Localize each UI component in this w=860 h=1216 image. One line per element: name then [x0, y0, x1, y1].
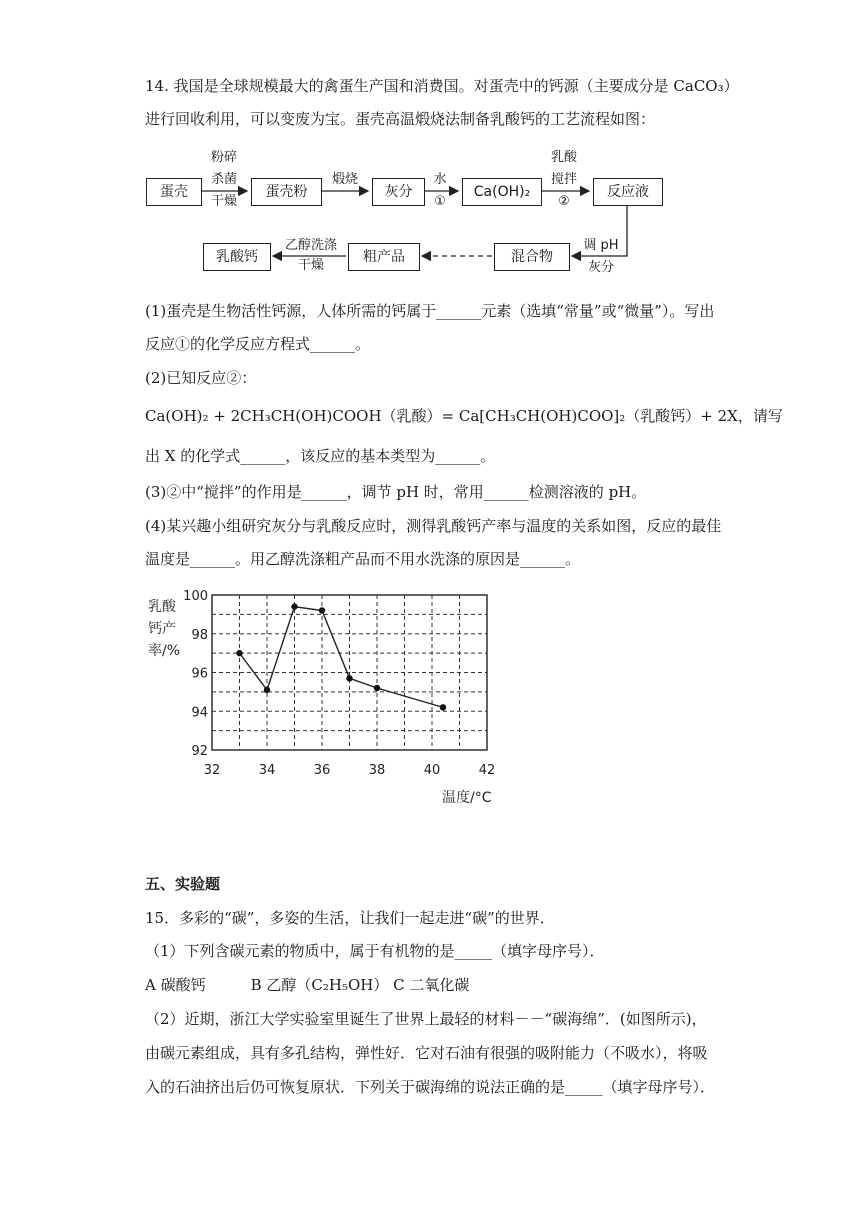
q15-part2-line1: （2）近期，浙江大学实验室里诞生了世界上最轻的材料－－“碳海绵”．(如图所示)， — [145, 1010, 707, 1028]
q14-part1-line2: 反应①的化学反应方程式______。 — [145, 335, 371, 353]
x-tick-label: 40 — [423, 763, 441, 778]
chart-svg — [140, 585, 520, 810]
q14-part2-label: (2)已知反应②： — [145, 369, 257, 387]
y-axis-label: 乳酸 — [148, 599, 176, 615]
q15-part1-options: A 碳酸钙 B 乙醇（C₂H₅OH） C 二氧化碳 — [145, 976, 470, 994]
q14-part4-line2: 温度是______。用乙醇洗涤粗产品而不用水洗涤的原因是______。 — [145, 550, 581, 568]
y-tick-label: 94 — [191, 705, 208, 721]
process-flow-diagram — [0, 0, 860, 300]
flow-box-mixture: 混合物 — [494, 243, 570, 271]
label-ash: 灰分 — [587, 260, 614, 275]
flow-box-caoh2: Ca(OH)₂ — [462, 178, 542, 206]
q15-intro: 15．多彩的“碳”，多姿的生活，让我们一起走进“碳”的世界． — [145, 909, 555, 927]
data-point — [236, 650, 242, 656]
q14-line1: 14. 我国是全球规模最大的禽蛋生产国和消费国。对蛋壳中的钙源（主要成分是 CaCO₃） — [145, 77, 739, 95]
flow-box-calcium-lactate: 乳酸钙 — [203, 243, 271, 271]
flow-box-ash: 灰分 — [372, 178, 425, 206]
x-tick-label: 38 — [368, 763, 386, 778]
q15-part1: （1）下列含碳元素的物质中，属于有机物的是_____（填字母序号）． — [145, 942, 605, 960]
label-stir: 搅拌 — [550, 172, 577, 187]
yield-temperature-chart — [140, 585, 520, 810]
label-adjust-ph: 调 pH — [583, 238, 619, 253]
flow-box-crude-product: 粗产品 — [348, 243, 420, 271]
x-tick-label: 36 — [313, 763, 331, 778]
label-crush: 粉碎 — [210, 150, 237, 165]
data-point — [264, 687, 270, 693]
flow-box-reaction-liquid: 反应液 — [593, 178, 663, 206]
q14-part1-line1: (1)蛋壳是生物活性钙源，人体所需的钙属于______元素（选填“常量”或“微量”）。写出 — [145, 302, 715, 320]
x-tick-label: 34 — [258, 763, 276, 778]
label-dry: 干燥 — [210, 194, 237, 209]
q14-part3: (3)②中“搅拌”的作用是______，调节 pH 时，常用______检测溶液的 pH。 — [145, 483, 647, 501]
y-axis-label: 率/% — [148, 643, 181, 659]
q15-part2-line3: 入的石油挤出后仍可恢复原状．下列关于碳海绵的说法正确的是_____（填字母序号）． — [145, 1078, 716, 1096]
flow-box-eggshell-powder: 蛋壳粉 — [251, 178, 322, 206]
q15-part2-line2: 由碳元素组成，具有多孔结构，弹性好．它对石油有很强的吸附能力（不吸水），将吸 — [145, 1044, 708, 1062]
y-axis-label: 钙产 — [148, 621, 176, 637]
data-point — [374, 685, 380, 691]
x-tick-label: 42 — [478, 763, 496, 778]
q14-part4-line1: (4)某兴趣小组研究灰分与乳酸反应时，测得乳酸钙产率与温度的关系如图，反应的最佳 — [145, 517, 722, 535]
y-tick-label: 92 — [191, 744, 208, 759]
label-reaction-1: ① — [434, 194, 446, 209]
q14-part2-line2: 出 X 的化学式______，该反应的基本类型为______。 — [145, 447, 496, 465]
flow-arrows — [0, 0, 860, 300]
flow-box-eggshell: 蛋壳 — [146, 178, 202, 206]
arrow-5 — [572, 204, 627, 256]
label-water: 水 — [433, 172, 447, 187]
section-title: 五、实验题 — [145, 875, 221, 893]
q14-equation: Ca(OH)₂ + 2CH₃CH(OH)COOH（乳酸）= Ca[CH₃CH(OH)COO]₂（乳酸钙）+ 2X，请写 — [145, 407, 783, 425]
data-point — [346, 675, 352, 681]
y-tick-label: 100 — [183, 589, 208, 604]
label-dry-2: 干燥 — [297, 258, 324, 273]
data-point — [440, 704, 446, 710]
y-tick-label: 96 — [191, 666, 208, 682]
data-point — [291, 603, 297, 609]
q14-line2: 进行回收利用，可以变废为宝。蛋壳高温煅烧法制备乳酸钙的工艺流程如图： — [145, 110, 656, 128]
x-tick-label: 32 — [203, 763, 221, 778]
label-sterilize: 杀菌 — [210, 172, 237, 187]
label-ethanol-wash: 乙醇洗涤 — [284, 238, 337, 253]
y-tick-label: 98 — [191, 627, 208, 643]
label-calcine: 煅烧 — [331, 172, 358, 187]
data-point — [319, 607, 325, 613]
label-reaction-2: ② — [558, 194, 570, 209]
label-lactic-acid: 乳酸 — [550, 150, 577, 165]
x-axis-label: 温度/°C — [442, 790, 492, 806]
